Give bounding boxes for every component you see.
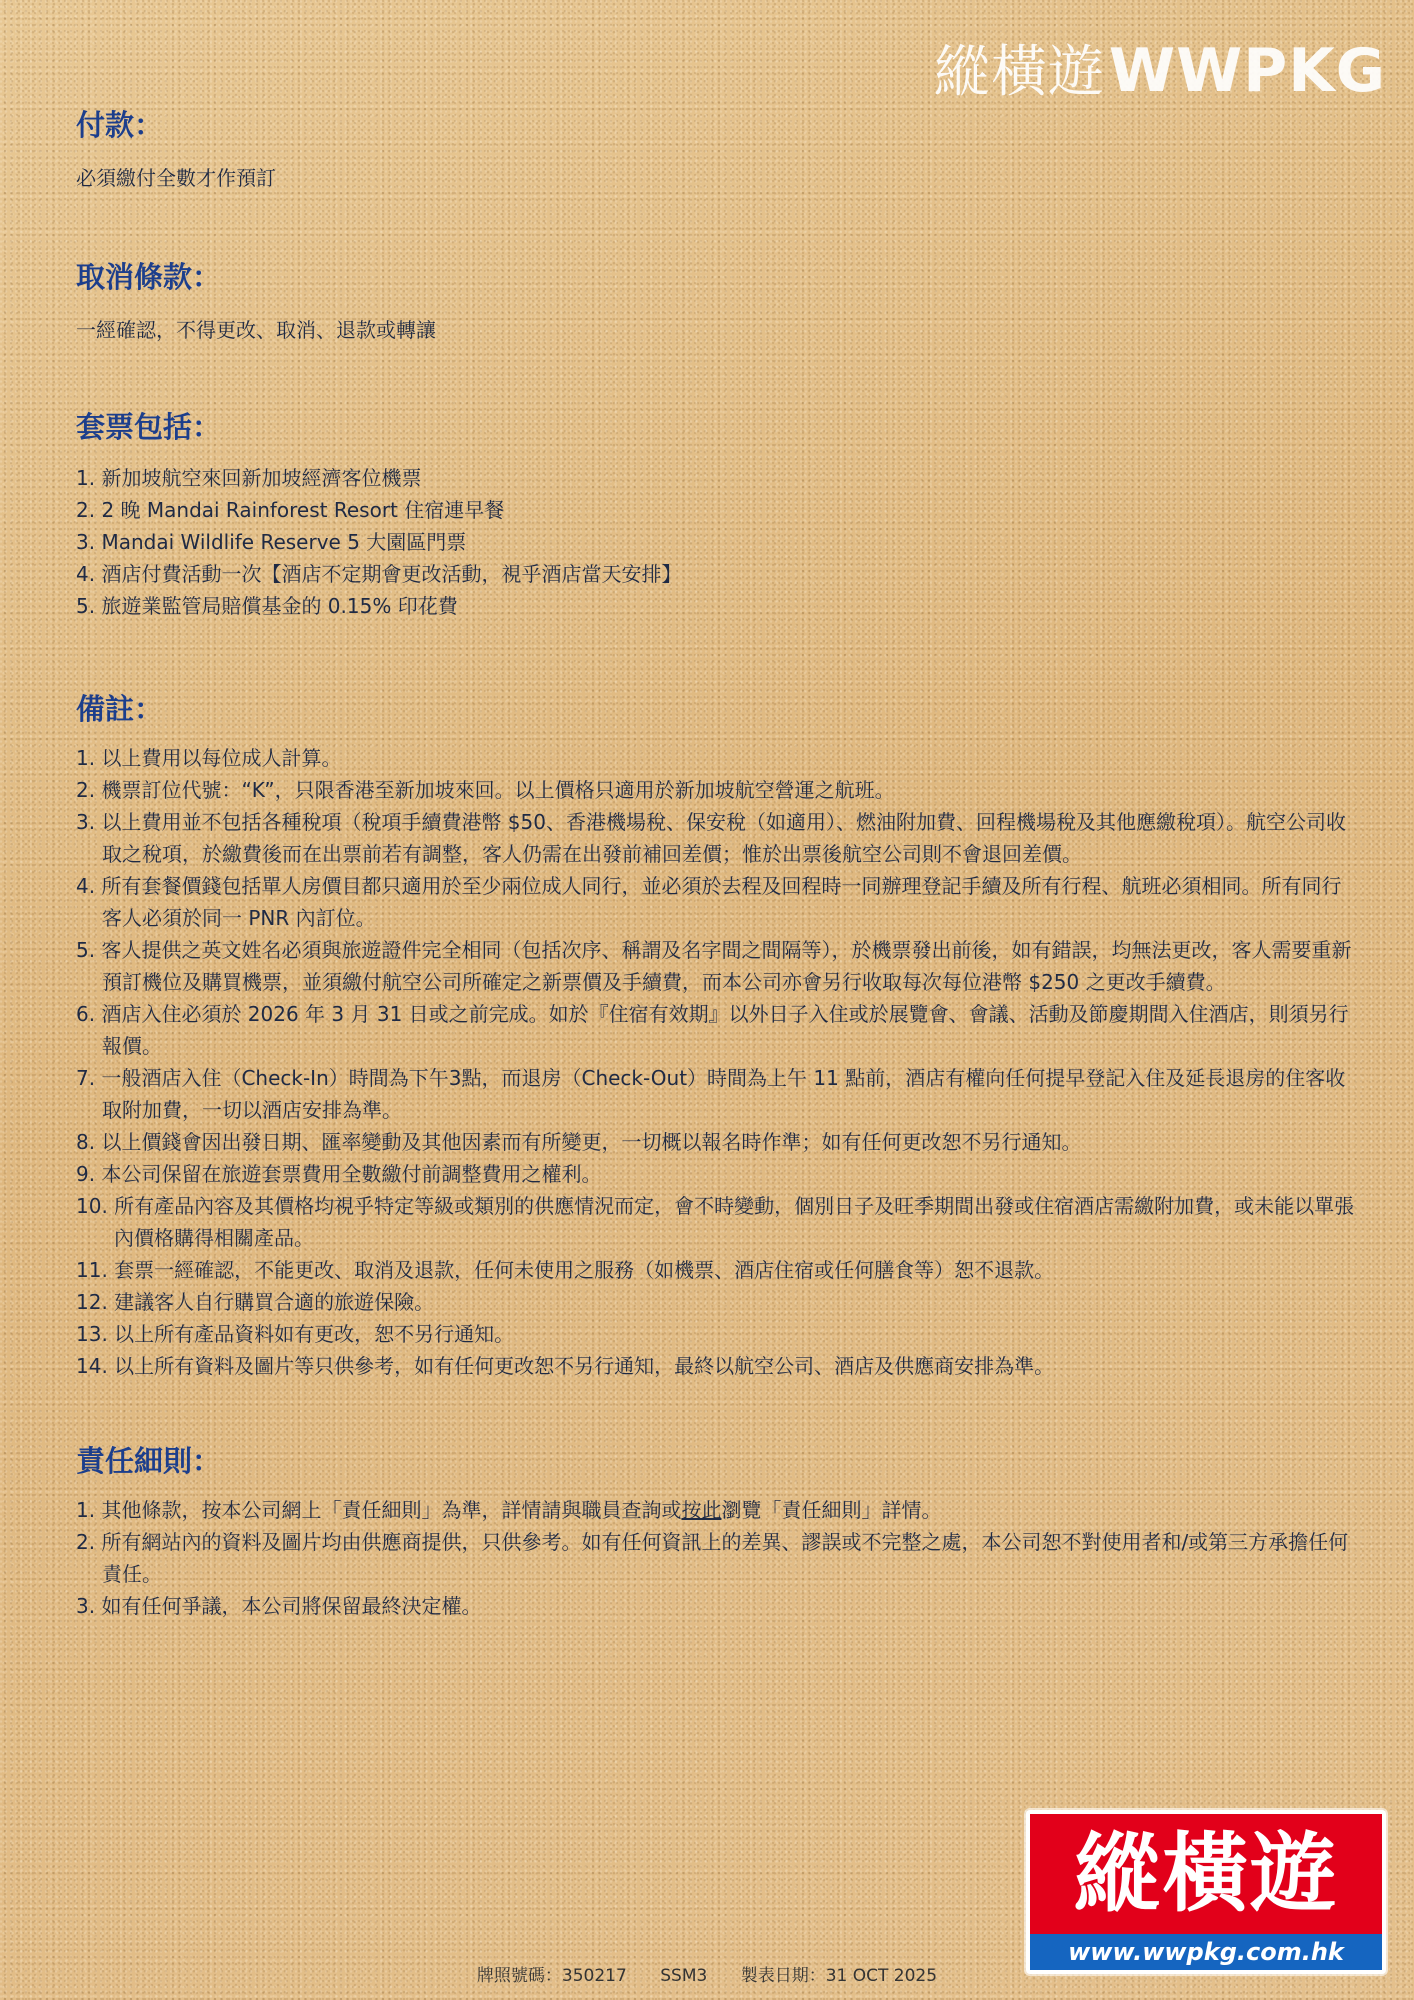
- list-item: 10. 所有產品內容及其價格均視乎特定等級或類別的供應情況而定，會不時變動，個別日子及旺季期間出發或住宿酒店需繳附加費，或未能以單張內價格購得相關產品。: [76, 1194, 1355, 1250]
- terms-content: [76, 100, 1356, 1622]
- wwpkg-bottom-logo: [1026, 1810, 1386, 1974]
- list-item: 9. 本公司保留在旅遊套票費用全數繳付前調整費用之權利。: [76, 1162, 602, 1186]
- issue-date: 製表日期：31 OCT 2025: [740, 1966, 938, 1986]
- list-item: 5. 旅遊業監管局賠償基金的 0.15% 印花費: [76, 594, 458, 618]
- liability-details-link[interactable]: 按此: [681, 1498, 722, 1522]
- payment-title: 付款：: [76, 108, 164, 142]
- liability-title: 責任細則：: [76, 1444, 222, 1478]
- package-title: 套票包括：: [76, 410, 222, 444]
- package-section: [76, 402, 1356, 622]
- list-item: 8. 以上價錢會因出發日期、匯率變動及其他因素而有所變更，一切概以報名時作準；如有任何更改恕不另行通知。: [76, 1130, 1082, 1154]
- list-item: 13. 以上所有產品資料如有更改，恕不另行通知。: [76, 1322, 515, 1346]
- payment-text: 必須繳付全數才作預訂: [76, 166, 276, 190]
- list-item: 11. 套票一經確認，不能更改、取消及退款，任何未使用之服務（如機票、酒店住宿或任何膳食等）恕不退款。: [76, 1258, 1055, 1282]
- list-item: 1. 新加坡航空來回新加坡經濟客位機票: [76, 466, 422, 490]
- cancellation-title: 取消條款：: [76, 260, 222, 294]
- list-item: 7. 一般酒店入住（Check-In）時間為下午3點，而退房（Check-Out）時間為上午 11 點前，酒店有權向任何提早登記入住及延長退房的住客收取附加費，一切以酒店安排為準。: [76, 1066, 1346, 1122]
- list-item: 6. 酒店入住必須於 2026 年 3 月 31 日或之前完成。如於『住宿有效期』以外日子入住或於展覽會、會議、活動及節慶期間入住酒店，則須另行報價。: [76, 1002, 1349, 1058]
- wwpkg-top-logo: [934, 28, 1386, 108]
- bottom-logo-url: www.wwpkg.com.hk: [1030, 1934, 1382, 1970]
- cancellation-section: [76, 252, 1356, 346]
- liability-item-text: 瀏覽「責任細則」詳情。: [721, 1498, 942, 1522]
- list-item: [76, 1494, 1356, 1526]
- cancellation-text: 一經確認，不得更改、取消、退款或轉讓: [76, 318, 436, 342]
- list-item: 2. 所有網站內的資料及圖片均由供應商提供，只供參考。如有任何資訊上的差異、謬誤或不完整之處，本公司恕不對使用者和/或第三方承擔任何責任。: [76, 1530, 1349, 1586]
- remarks-title: 備註：: [76, 692, 164, 726]
- license-number: 牌照號碼：350217: [476, 1966, 627, 1986]
- list-item: 2. 機票訂位代號：“K”，只限香港至新加坡來回。以上價格只適用於新加坡航空營運之航班。: [76, 778, 895, 802]
- footer: [0, 1961, 1414, 1986]
- list-item: 12. 建議客人自行購買合適的旅遊保險。: [76, 1290, 435, 1314]
- remarks-list: [76, 742, 1356, 1382]
- package-list: [76, 462, 1356, 622]
- bottom-logo-chinese: 縱橫遊: [1030, 1814, 1382, 1934]
- list-item: 2. 2 晚 Mandai Rainforest Resort 住宿連早餐: [76, 498, 505, 522]
- list-item: 1. 以上費用以每位成人計算。: [76, 746, 342, 770]
- list-item: 5. 客人提供之英文姓名必須與旅遊證件完全相同（包括次序、稱謂及名字間之間隔等），於機票發出前後，如有錯誤，均無法更改，客人需要重新預訂機位及購買機票，並須繳付航空公司所確定之新票價及手續費，而本公司亦會另行收取每次每位港幣 $250 之更改手續費。: [76, 938, 1352, 994]
- liability-section: [76, 1436, 1356, 1622]
- list-item: 3. 以上費用並不包括各種稅項（稅項手續費港幣 $50、香港機場稅、保安稅（如適用）、燃油附加費、回程機場稅及其他應繳稅項）。航空公司收取之稅項，於繳費後而在出票前若有調整，客人仍需在出發前補回差價；惟於出票後航空公司則不會退回差價。: [76, 810, 1346, 866]
- product-code: SSM3: [660, 1966, 708, 1986]
- list-item: 4. 酒店付費活動一次【酒店不定期會更改活動，視乎酒店當天安排】: [76, 562, 682, 586]
- top-logo-chinese: 縱橫遊: [933, 40, 1105, 105]
- list-item: 3. Mandai Wildlife Reserve 5 大園區門票: [76, 530, 467, 554]
- list-item: 3. 如有任何爭議，本公司將保留最終決定權。: [76, 1594, 482, 1618]
- list-item: 14. 以上所有資料及圖片等只供參考，如有任何更改恕不另行通知，最終以航空公司、酒店及供應商安排為準。: [76, 1354, 1055, 1378]
- remarks-section: [76, 684, 1356, 1382]
- liability-list: [76, 1494, 1356, 1622]
- liability-item-text: 1. 其他條款，按本公司網上「責任細則」為準，詳情請與職員查詢或: [76, 1498, 682, 1522]
- list-item: 4. 所有套餐價錢包括單人房價目都只適用於至少兩位成人同行，並必須於去程及回程時一同辦理登記手續及所有行程、航班必須相同。所有同行客人必須於同一 PNR 內訂位。: [76, 874, 1342, 930]
- payment-section: [76, 100, 1356, 194]
- top-logo-english: WWPKG: [1108, 36, 1386, 106]
